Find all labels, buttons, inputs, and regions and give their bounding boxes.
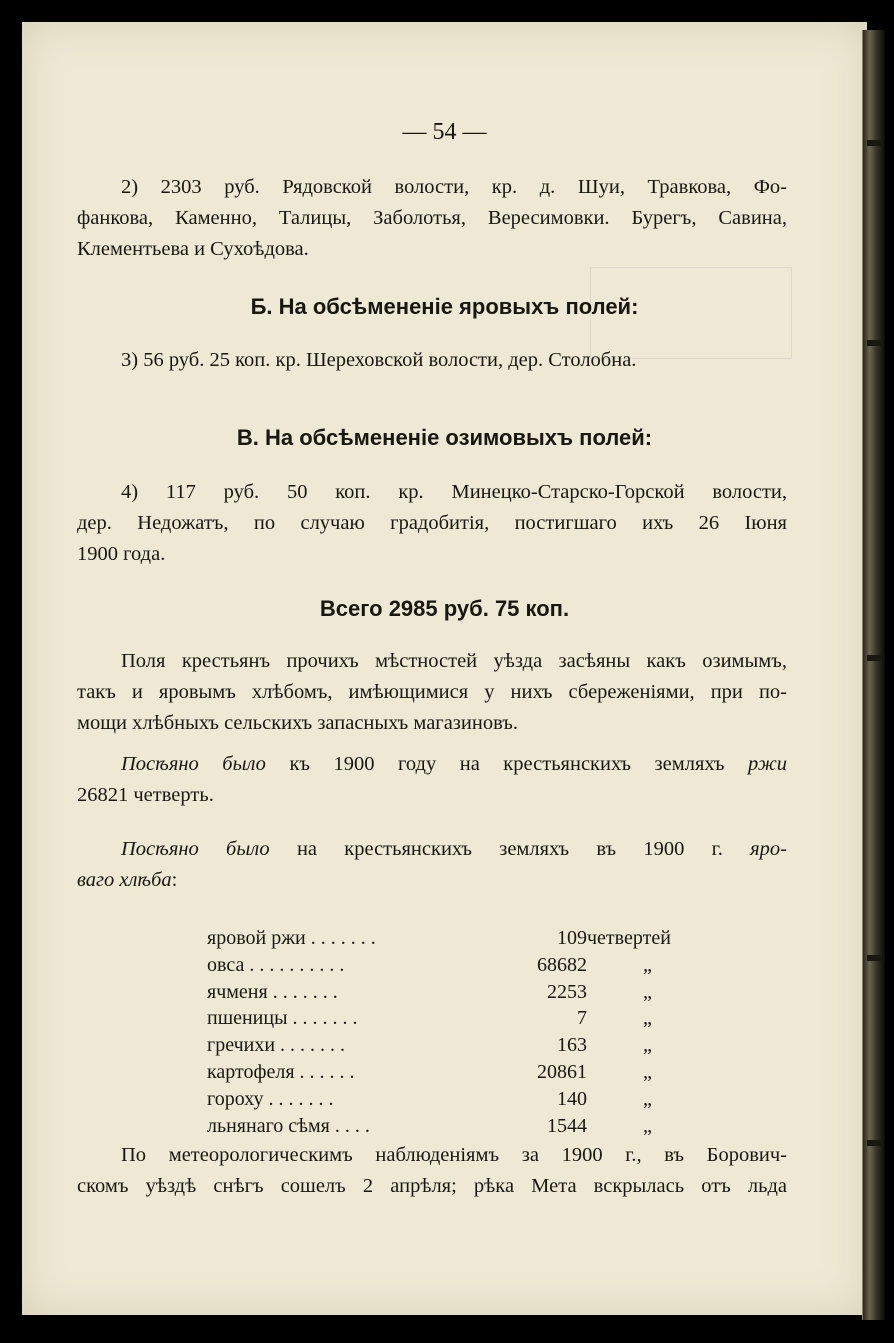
paragraph-fields <box>77 646 787 739</box>
paragraph-line: 4) 117 руб. 50 коп. кр. Минецко-Старско-Горской волости, <box>121 481 787 503</box>
paragraph-item-3: 3) 56 руб. 25 коп. кр. Шереховской волости, дер. Столобна. <box>121 349 637 371</box>
page-number: — 54 — <box>402 119 487 145</box>
italic-phrase: Посѣяно было <box>121 753 266 775</box>
table-row <box>207 1007 707 1034</box>
paragraph-spring <box>77 834 787 896</box>
table-row <box>207 1034 707 1061</box>
crop-name: ячменя . . . . . . . <box>207 980 338 1003</box>
book-spine-edge <box>862 30 885 1320</box>
edge-mark <box>867 340 881 346</box>
crop-value: 7 <box>577 1007 587 1030</box>
paragraph-item-4 <box>77 477 787 570</box>
crop-name: овса . . . . . . . . . . <box>207 953 345 976</box>
italic-phrase: ваго хлѣба <box>77 869 172 891</box>
table-row <box>207 1061 707 1088</box>
paragraph-line <box>77 749 787 780</box>
crop-unit: „ <box>643 1060 652 1083</box>
text-run: къ 1900 году на крестьянскихъ земляхъ <box>289 753 725 775</box>
crop-value: 109 <box>557 927 587 949</box>
paragraph-line: мощи хлѣбныхъ сельскихъ запасныхъ магазиновъ. <box>77 712 518 734</box>
paragraph-line: 1900 года. <box>77 543 166 565</box>
crop-value: 163 <box>557 1034 587 1057</box>
crop-name: льнянаго сѣмя . . . . <box>207 1114 370 1137</box>
edge-mark <box>867 1140 881 1146</box>
crop-unit: четвертей <box>587 927 671 949</box>
paragraph-line: фанкова, Каменно, Талицы, Заболотья, Вересимовки. Бурегъ, Савина, <box>77 207 787 229</box>
crop-value: 2253 <box>547 980 587 1003</box>
crop-name: яровой ржи . . . . . . . <box>207 927 376 949</box>
crop-value: 1544 <box>547 1114 587 1137</box>
italic-phrase: Посѣяно было <box>121 838 270 860</box>
crops-table <box>207 927 707 1141</box>
table-row <box>207 954 707 981</box>
paragraph-line <box>77 865 787 896</box>
paragraph-weather <box>77 1140 787 1202</box>
text-run: : <box>171 869 178 891</box>
paragraph-line: По метеорологическимъ наблюденіямъ за 1900 г., въ Борович- <box>121 1144 787 1166</box>
italic-phrase: яро- <box>750 838 788 860</box>
paragraph-line: дер. Недожатъ, по случаю градобитія, постигшаго ихъ 26 Іюня <box>77 512 787 534</box>
crop-name: гороху . . . . . . . <box>207 1087 334 1110</box>
paragraph-line: Клементьева и Сухоѣдова. <box>77 238 309 260</box>
crop-unit: „ <box>643 1087 652 1110</box>
edge-mark <box>867 140 881 146</box>
table-row <box>207 1115 707 1142</box>
crop-name: гречихи . . . . . . . <box>207 1034 346 1057</box>
total-sum: Всего 2985 руб. 75 коп. <box>319 596 570 621</box>
crop-name: картофеля . . . . . . <box>207 1060 355 1083</box>
paragraph-line: такъ и яровымъ хлѣбомъ, имѣющимися у нихъ сбереженіями, при по- <box>77 681 787 703</box>
section-heading-b: Б. На обсѣмененіе яровыхъ полей: <box>250 294 639 319</box>
section-heading-v: В. На обсѣмененіе озимовыхъ полей: <box>236 425 653 450</box>
crop-value: 68682 <box>537 953 587 976</box>
crop-unit: „ <box>643 953 652 976</box>
text-run: на крестьянскихъ земляхъ въ 1900 г. <box>296 838 723 860</box>
edge-mark <box>867 655 881 661</box>
edge-mark <box>867 955 881 961</box>
paragraph-item-2 <box>77 172 787 265</box>
italic-phrase: ржи <box>747 753 788 775</box>
crop-name: пшеницы . . . . . . . <box>207 1007 358 1030</box>
table-row <box>207 927 707 954</box>
crop-value: 20861 <box>537 1060 587 1083</box>
paragraph-line: Поля крестьянъ прочихъ мѣстностей уѣзда засѣяны какъ озимымъ, <box>121 650 787 672</box>
table-row <box>207 1088 707 1115</box>
crop-value: 140 <box>557 1087 587 1110</box>
table-row <box>207 981 707 1008</box>
paragraph-line: 2) 2303 руб. Рядовской волости, кр. д. Шуи, Травкова, Фо- <box>121 176 787 198</box>
paragraph-line: скомъ уѣздѣ снѣгъ сошелъ 2 апрѣля; рѣка Мета вскрылась отъ льда <box>77 1175 787 1197</box>
paragraph-line <box>77 834 787 865</box>
paragraph-rye <box>77 749 787 811</box>
crop-unit: „ <box>643 1114 652 1137</box>
book-page <box>22 22 867 1315</box>
crop-unit: „ <box>643 1034 652 1057</box>
crop-unit: „ <box>643 980 652 1003</box>
crop-unit: „ <box>643 1007 652 1030</box>
paragraph-line: 26821 четверть. <box>77 784 214 806</box>
